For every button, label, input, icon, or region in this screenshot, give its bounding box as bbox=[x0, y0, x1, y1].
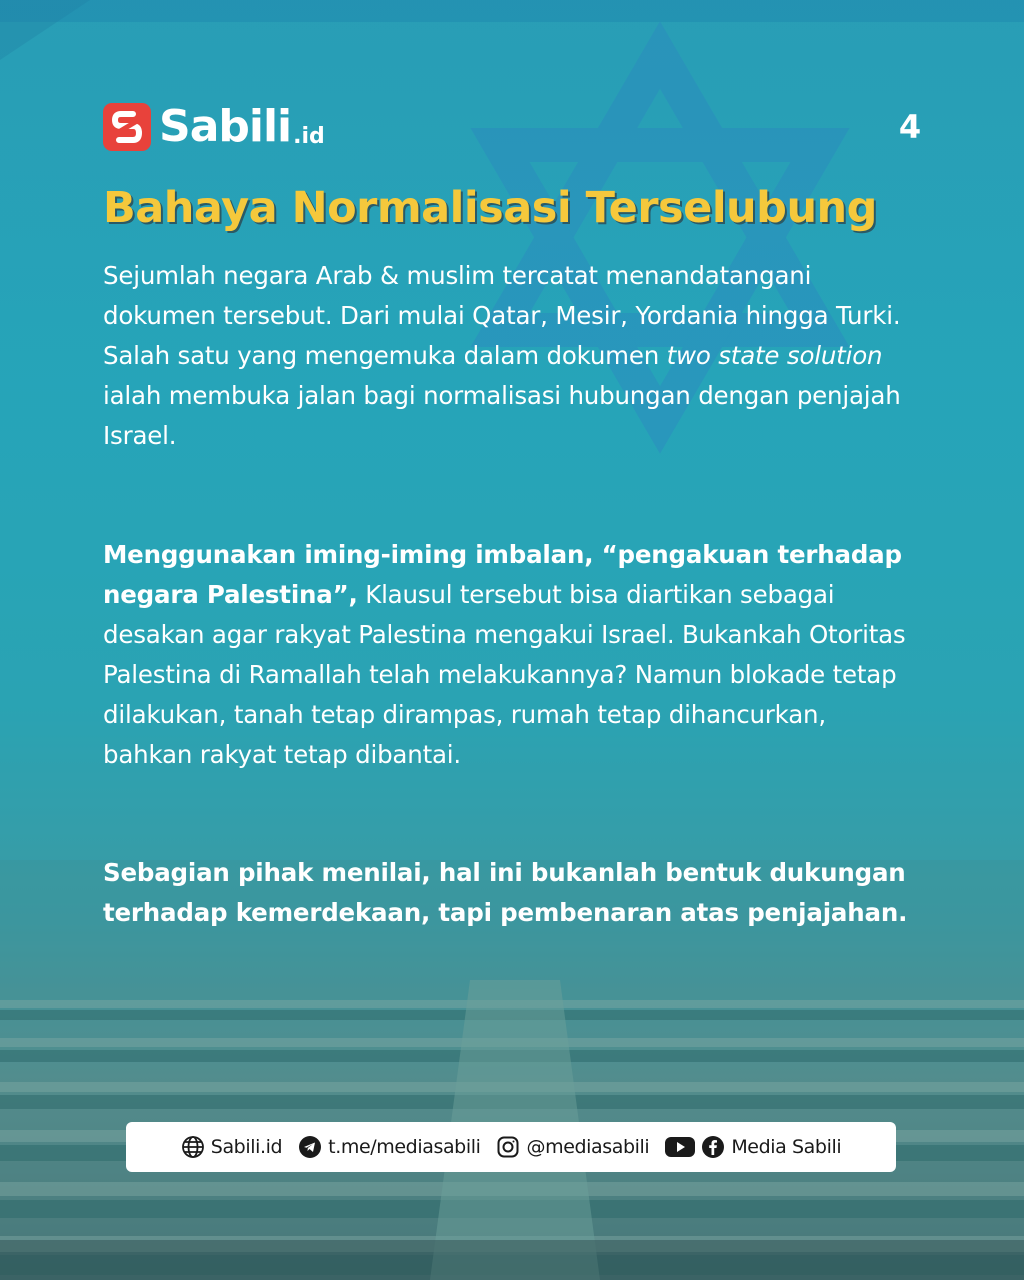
paragraph-1-text-b: ialah membuka jalan bagi normalisasi hubungan dengan penjajah Israel. bbox=[103, 381, 901, 450]
media-sabili-label: Media Sabili bbox=[731, 1136, 842, 1158]
logo-text: Sabili bbox=[159, 101, 292, 152]
telegram-icon bbox=[298, 1135, 322, 1159]
paragraph-1-text-a: Sejumlah negara Arab & muslim tercatat menandatangani dokumen tersebut. Dari mulai Qatar, Mesir, Yordania hingga Turki. Salah satu yang mengemuka dalam dokumen bbox=[103, 261, 901, 370]
facebook-icon bbox=[701, 1135, 725, 1159]
logo-suffix: .id bbox=[293, 124, 325, 149]
paragraph-2-bold: Menggunakan iming-iming imbalan, “pengakuan terhadap negara Palestina”, bbox=[103, 540, 902, 609]
paragraph-3: Sebagian pihak menilai, hal ini bukanlah bentuk dukungan terhadap kemerdekaan, tapi pembenaran atas penjajahan. bbox=[103, 858, 908, 927]
instagram-icon bbox=[496, 1135, 520, 1159]
footer-website[interactable] bbox=[181, 1135, 282, 1159]
paragraph-2-text: Klausul tersebut bisa diartikan sebagai desakan agar rakyat Palestina mengakui Israel. Bukankah Otoritas Palestina di Ramallah telah melakukannya? Namun blokade tetap dilakukan, tanah tetap dirampas, rumah tetap dihancurkan, bahkan rakyat tetap dibantai. bbox=[103, 580, 906, 769]
instagram-label: @mediasabili bbox=[526, 1136, 650, 1158]
footer-telegram[interactable] bbox=[298, 1135, 480, 1159]
page-number: 4 bbox=[898, 108, 922, 146]
paragraph-1 bbox=[103, 256, 913, 456]
website-label: Sabili.id bbox=[210, 1136, 283, 1158]
paragraph-2 bbox=[103, 535, 913, 775]
sabili-logo-icon bbox=[103, 103, 151, 151]
youtube-icon bbox=[665, 1135, 695, 1159]
globe-icon bbox=[181, 1135, 205, 1159]
paragraph-1-italic: two state solution bbox=[666, 341, 883, 370]
footer-youtube-facebook[interactable] bbox=[665, 1135, 841, 1159]
social-footer bbox=[126, 1122, 896, 1172]
telegram-label: t.me/mediasabili bbox=[328, 1136, 481, 1158]
brand-logo bbox=[103, 102, 325, 152]
page-title: Bahaya Normalisasi Terselubung bbox=[103, 183, 877, 233]
footer-instagram[interactable] bbox=[496, 1135, 649, 1159]
